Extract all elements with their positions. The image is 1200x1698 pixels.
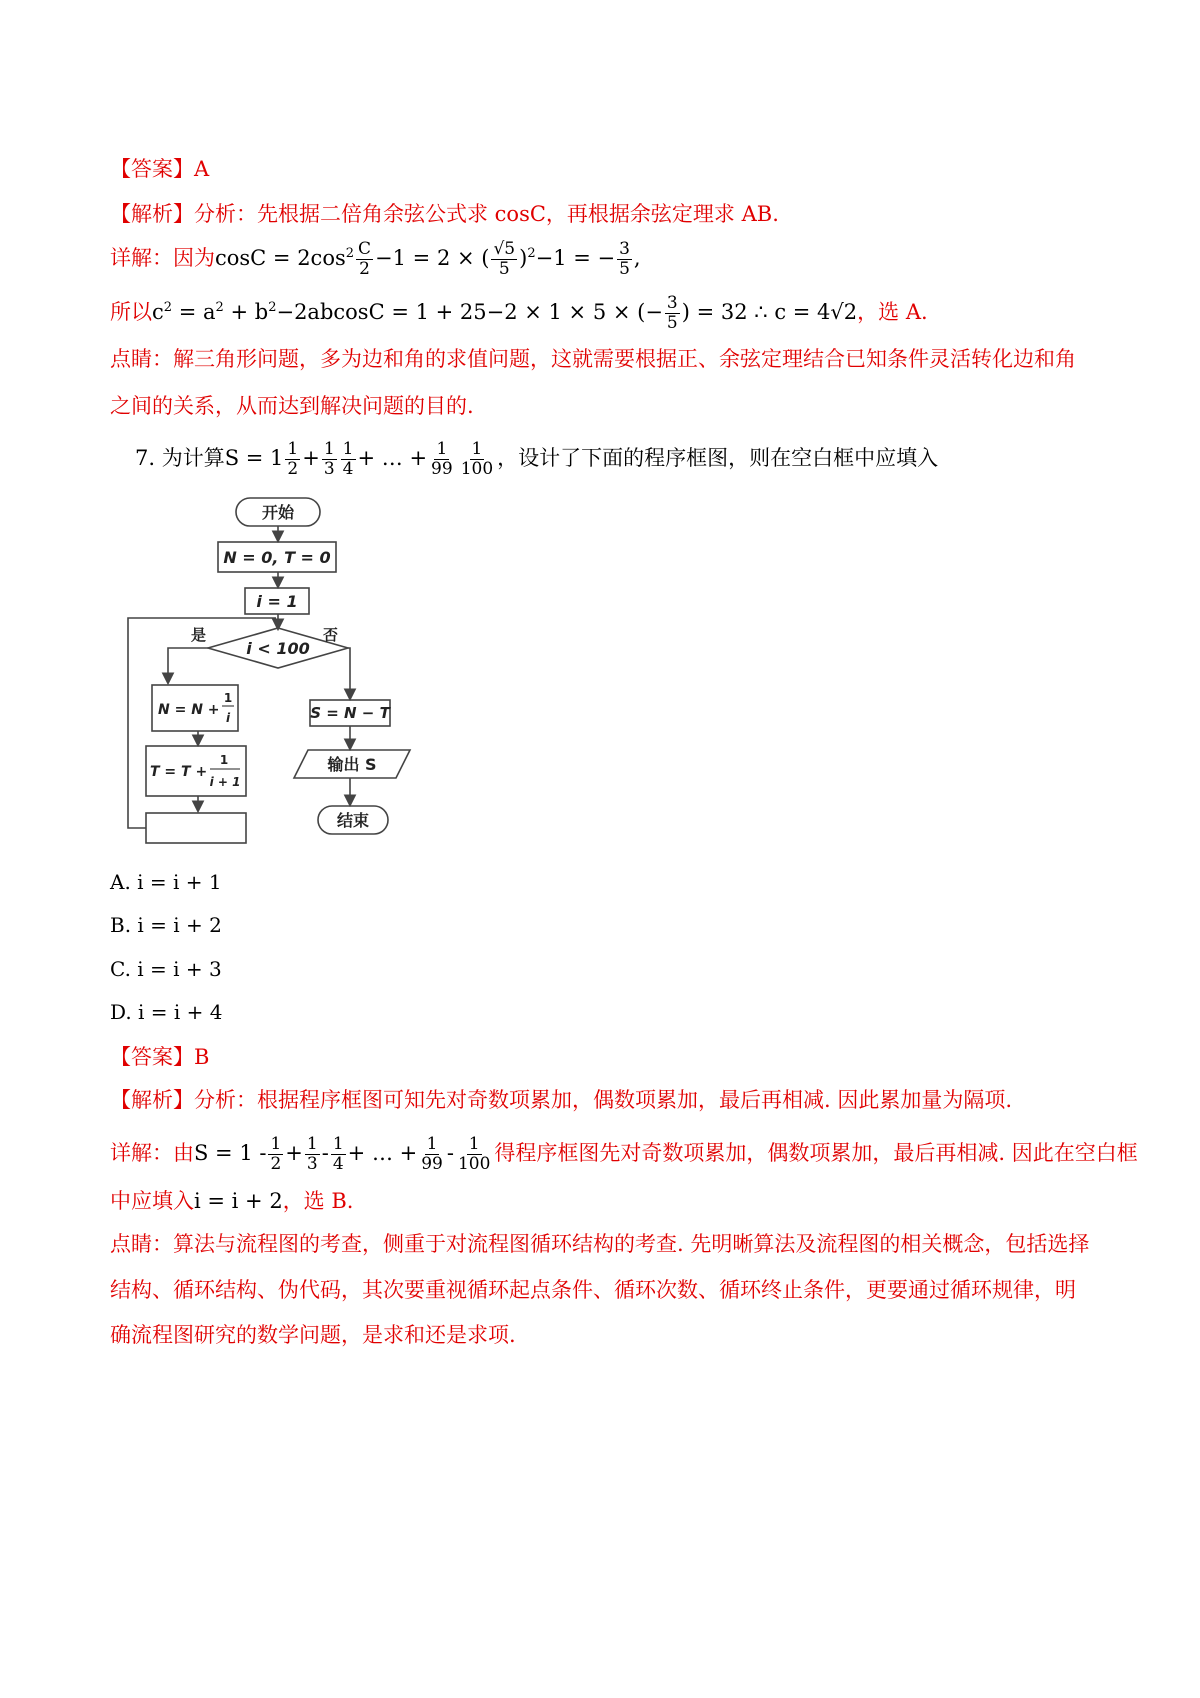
fraction <box>305 1135 320 1174</box>
formula-part: −1 = − <box>535 246 616 270</box>
fraction-numerator: 3 <box>666 293 678 313</box>
superscript: 2 <box>527 246 536 261</box>
detail-tail: ，选 A. <box>857 300 928 324</box>
superscript: 2 <box>163 300 173 315</box>
q6-detail-line-1 <box>110 240 641 279</box>
fraction <box>331 1135 346 1174</box>
s-calc-label: S = N − T <box>310 704 390 722</box>
detail-lead: 中应填入 <box>110 1189 194 1213</box>
fraction-denominator: 4 <box>332 1154 344 1174</box>
fraction-numerator: 1 <box>323 439 335 459</box>
n-update-num: 1 <box>223 691 233 705</box>
formula-part: + b <box>223 300 269 324</box>
fraction <box>322 440 337 479</box>
formula-part: −2abcosC = 1 + 25−2 × 1 × 5 × (− <box>276 300 663 324</box>
detail-lead: 所以 <box>110 300 152 324</box>
detail-lead: 详解：由 <box>110 1141 194 1165</box>
option-a[interactable]: A. i = i + 1 <box>110 870 222 894</box>
fraction-denominator: 2 <box>287 459 299 479</box>
fraction-denominator: 2 <box>270 1154 282 1174</box>
fraction <box>356 240 373 279</box>
fraction-numerator: 1 <box>270 1134 282 1154</box>
fraction <box>341 440 356 479</box>
detail-tail: 得程序框图先对奇数项累加，偶数项累加，最后再相减. 因此在空白框 <box>494 1141 1138 1165</box>
formula-part: ) <box>519 246 528 270</box>
fraction-denominator: 3 <box>323 459 335 479</box>
superscript: 2 <box>215 300 224 315</box>
fraction <box>491 240 517 279</box>
analysis-text: 分析：先根据二倍角余弦公式求 cosC，再根据余弦定理求 AB. <box>194 202 779 226</box>
fraction-numerator: C <box>358 239 372 259</box>
q7-answer-line <box>110 1043 209 1071</box>
q7-point-line-1: 点睛：算法与流程图的考查，侧重于对流程图循环结构的考查. 先明晰算法及流程图的相关概念，包括选择 <box>110 1232 1090 1256</box>
superscript: 2 <box>268 300 277 315</box>
formula-part: = a <box>172 300 216 324</box>
q7-point-line-3: 确流程图研究的数学问题，是求和还是求项. <box>110 1323 516 1347</box>
fraction-denominator: 5 <box>619 259 630 279</box>
answer-value: A <box>194 157 210 181</box>
q6-point-line-1: 点睛：解三角形问题，多为边和角的求值问题，这就需要根据正、余弦定理结合已知条件灵活转化边和角 <box>110 347 1076 371</box>
q7-point-line-2: 结构、循环结构、伪代码，其次要重视循环起点条件、循环次数、循环终止条件，更要通过循环规律，明 <box>110 1278 1076 1302</box>
n-update-label: N = N + <box>158 702 220 718</box>
fraction-denominator: 4 <box>342 459 354 479</box>
q6-point-line-2: 之间的关系，从而达到解决问题的目的. <box>110 394 474 418</box>
detail-lead: 详解：因为 <box>110 246 215 270</box>
fraction <box>429 440 455 479</box>
stem-text: 7. 为计算S = 1 <box>135 446 284 470</box>
q6-detail-line-2 <box>110 294 928 333</box>
operator: + … + <box>357 446 428 470</box>
analysis-tag: 【解析】 <box>110 202 194 226</box>
option-c[interactable]: C. i = i + 3 <box>110 957 222 981</box>
superscript: 2 <box>345 246 355 261</box>
q6-answer-line <box>110 155 209 183</box>
fraction-denominator: 2 <box>359 259 370 279</box>
q7-stem <box>135 440 938 479</box>
yes-label: 是 <box>190 626 206 644</box>
fraction-denominator: 99 <box>431 459 453 479</box>
fraction-numerator: 1 <box>468 1134 480 1154</box>
fraction-denominator: 100 <box>460 459 494 479</box>
condition-label: i < 100 <box>246 639 310 658</box>
operator: + <box>302 446 320 470</box>
analysis-text: 分析：根据程序框图可知先对奇数项累加，偶数项累加，最后再相减. 因此累加量为隔项. <box>194 1088 1013 1112</box>
operator: + … + <box>347 1141 418 1165</box>
fraction <box>419 1135 445 1174</box>
option-b[interactable]: B. i = i + 2 <box>110 913 222 937</box>
blank-node <box>146 813 246 843</box>
stem-text: ，设计了下面的程序框图，则在空白框中应填入 <box>497 446 939 470</box>
start-label: 开始 <box>261 503 295 522</box>
formula-part: i = i + 2 <box>194 1189 283 1213</box>
option-d[interactable]: D. i = i + 4 <box>110 1000 223 1024</box>
formula-part: ) = 32 ∴ c = 4√2 <box>681 300 858 324</box>
answer-tag: 【答案】 <box>110 157 194 181</box>
formula-part: c <box>152 300 164 324</box>
fraction-denominator: 5 <box>498 259 510 279</box>
fraction-numerator: 1 <box>426 1134 438 1154</box>
fraction-denominator: 99 <box>421 1154 443 1174</box>
fraction-numerator: 1 <box>342 439 354 459</box>
init-label: N = 0, T = 0 <box>223 548 331 567</box>
fraction-numerator: 1 <box>436 439 448 459</box>
fraction-numerator: 1 <box>287 439 299 459</box>
fraction-numerator: 1 <box>306 1134 318 1154</box>
fraction <box>617 240 632 279</box>
formula-part: cosC = 2cos <box>215 246 346 270</box>
analysis-tag: 【解析】 <box>110 1088 194 1112</box>
fraction-denominator: 3 <box>306 1154 318 1174</box>
fraction-numerator: 1 <box>471 439 483 459</box>
fraction-numerator: √5 <box>493 239 516 259</box>
fraction <box>268 1135 283 1174</box>
end-label: 结束 <box>336 811 370 830</box>
no-label: 否 <box>323 626 339 644</box>
n-update-den: i <box>225 711 231 725</box>
t-update-den: i + 1 <box>209 775 241 789</box>
fraction <box>456 1135 492 1174</box>
q7-detail-line-2 <box>110 1187 353 1215</box>
fraction-denominator: 100 <box>457 1154 491 1174</box>
q6-analysis-line <box>110 200 779 228</box>
i-init-label: i = 1 <box>256 592 298 611</box>
t-update-label: T = T + <box>150 764 208 780</box>
flowchart <box>128 503 428 870</box>
fraction-numerator: 1 <box>332 1134 344 1154</box>
fraction <box>665 294 680 333</box>
fraction <box>285 440 300 479</box>
q7-analysis-line <box>110 1086 1012 1114</box>
fraction-numerator: 3 <box>619 239 630 259</box>
answer-tag: 【答案】 <box>110 1045 194 1069</box>
formula-part: −1 = 2 × ( <box>375 246 490 270</box>
fraction <box>459 440 495 479</box>
formula-part: , <box>633 246 641 270</box>
q7-detail-line-1: 详解：由S = 1 - $\frac{1}{2}$ + $\frac{1}{3}$ - $\frac{1}{4}$ + … + $\frac{1}{99}$ - $\frac{1}{100}$ 得程序框图先对奇数项累加，偶数项累加，最后再相减. 因此在空白框 <box>110 1134 1138 1174</box>
formula-part: S = 1 - <box>194 1141 267 1165</box>
t-update-num: 1 <box>219 753 229 767</box>
detail-tail: ，选 B. <box>282 1189 354 1213</box>
output-label: 输出 S <box>327 755 377 774</box>
fraction-denominator: 5 <box>666 313 678 333</box>
answer-value: B <box>194 1045 210 1069</box>
